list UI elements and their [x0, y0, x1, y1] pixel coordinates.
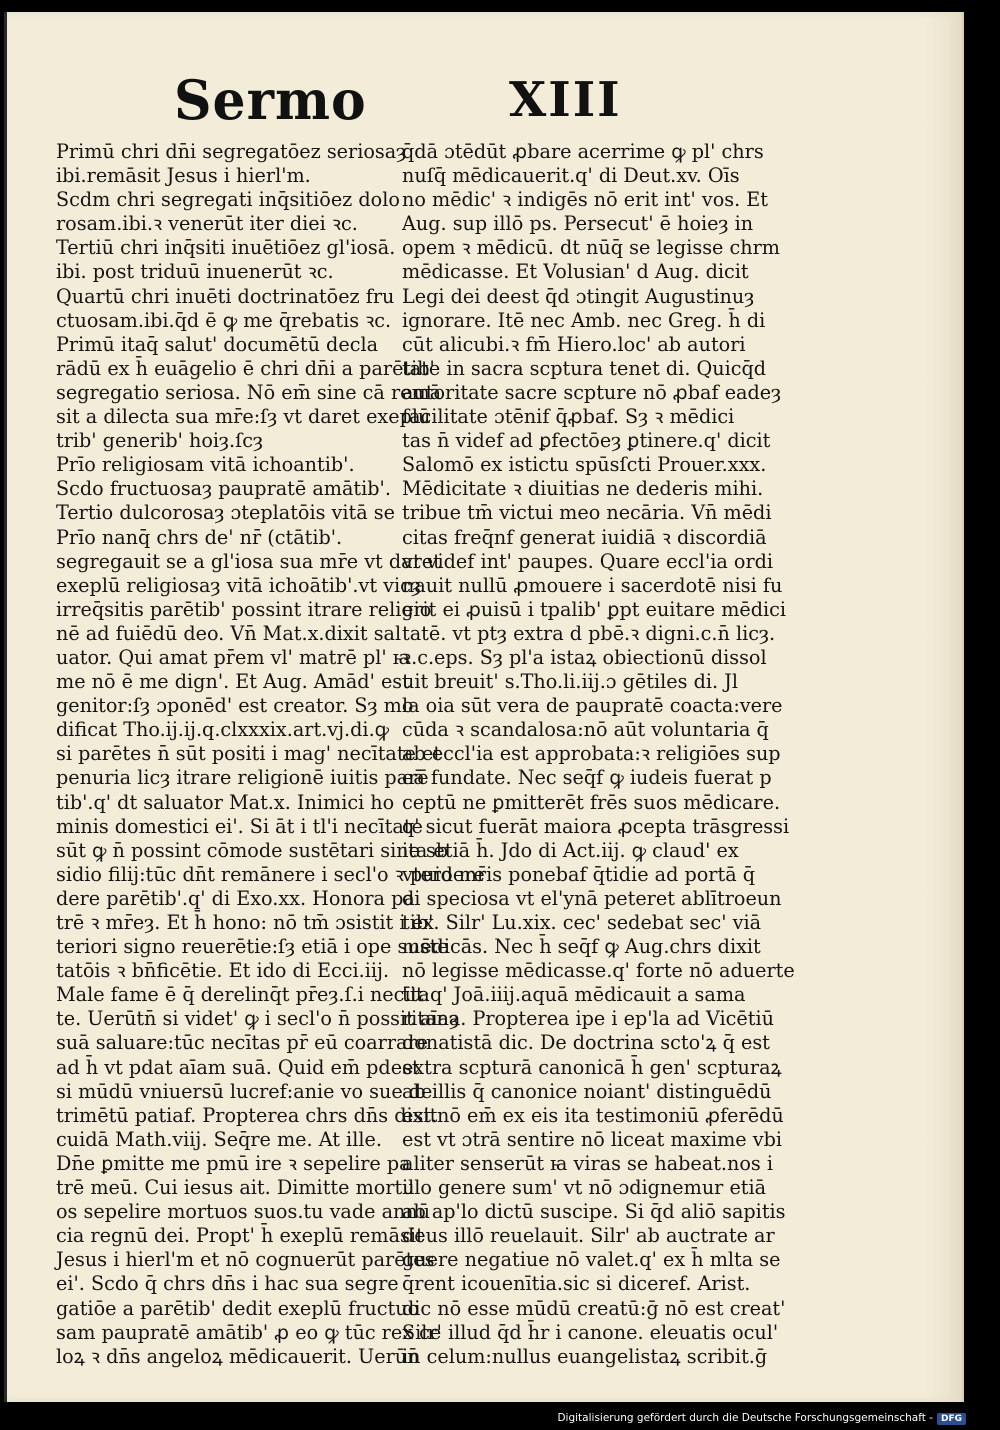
text-line: nuſq̄ mēdicauerit.q' di Deut.xv. Oīs	[402, 164, 740, 188]
text-line: vt videf int' paupes. Quare eccl'ia ordi	[402, 549, 774, 573]
text-line: Tertio dulcorosaȝ ɔteplatōis vitā se	[56, 501, 395, 525]
running-head-left: Sermo	[174, 68, 367, 133]
text-line: uator. Qui amat pr̄em vl' matrē pl' ꙗ	[56, 645, 410, 669]
text-line: Jesus i hierl'm et nō cognuerūt parētes	[56, 1248, 435, 1272]
text-line: mēdicasse. Et Volusian' d Aug. dicit	[402, 260, 749, 284]
text-line: tas n̄ videf ad ꝑfectōeȝ ꝑtinere.q' dicit	[402, 429, 771, 453]
credit-text: Digitalisierung gefördert durch die Deutsche Forschungsgemeinschaft -	[557, 1412, 933, 1424]
text-line: tatōis ꝛ bn̄ficētie. Et ido di Ecci.iij.	[56, 959, 390, 983]
text-line: penuria licȝ itrare religionē iuitis parē	[56, 766, 429, 790]
text-line: nauit nullū ꝓmouere i sacerdotē nisi fu	[402, 573, 783, 597]
text-line: teriori signo reuerētie:ſȝ etiā i ope suste	[56, 935, 449, 959]
text-line: trimētū patiaf. Propterea chrs dn̄s dixit	[56, 1103, 438, 1127]
text-line: autoritate sacre scpture nō ꝓbaf eadeȝ	[402, 380, 782, 404]
text-line: gatiōe a parētib' dedit exeplū fructuo	[56, 1296, 420, 1320]
text-line: guere negatiue nō valet.q' ex h̄ mlta se	[402, 1248, 781, 1272]
text-line: aliter senserūt ꙗ viras se habeat.nos i	[402, 1151, 774, 1175]
text-line: Scdm chri segregati inq̄sitiōez dolo	[56, 188, 400, 212]
text-line: cuidā Math.viij. Seq̄re me. At ille.	[56, 1127, 382, 1151]
text-line: tit:q' Joā.iiij.aquā mēdicauit a sama	[402, 983, 746, 1007]
text-line: erit ei ꝓuisū i tpalib' ꝑpt euitare mēdici	[402, 597, 787, 621]
text-line: segregatio seriosa. Nō em̄ sine cā remā	[56, 380, 442, 404]
text-line: si parētes n̄ sūt positi i mag' necītate et	[56, 742, 442, 766]
text-line: me nō ē me dign'. Et Aug. Amād' est	[56, 670, 410, 694]
text-line: dere parētib'.q' di Exo.xx. Honora pa	[56, 886, 415, 910]
text-line: mēdicās. Nec h̄ seq̄f ꝙ Aug.chrs dixit	[402, 935, 761, 959]
text-line: irreq̄sitis parētib' possint itrare religio	[56, 597, 432, 621]
text-line: nē ad fuiēdū deo. Vn̄ Mat.x.dixit sal	[56, 621, 402, 645]
text-line: la oia sūt vera de paupratē coacta:vere	[402, 694, 783, 718]
text-line: Male fame ē q̄ derelinq̄t pr̄eȝ.ſ.i necīta	[56, 983, 430, 1007]
text-line: tate in sacra scptura tenet di. Quicq̄d	[402, 356, 767, 380]
text-line: deus illō reuelauit. Silr' ab auctrate ar	[402, 1224, 775, 1248]
text-line: sūt ꝙ n̄ possint cōmode sustētari sine sb	[56, 838, 449, 862]
right-text-column	[402, 140, 795, 1369]
text-line: ab illis q̄ canonice noiant' distinguēdū	[402, 1079, 772, 1103]
text-line: illo genere sum' vt nō ɔdignemur etiā	[402, 1176, 767, 1200]
text-line: Quartū chri inuēti doctrinatōez fru	[56, 284, 395, 308]
text-line: vtero mr̄is ponebaf q̄tidie ad portā q̄	[402, 862, 756, 886]
digitization-credit	[557, 1412, 966, 1425]
text-line: genitor:ſȝ ɔponēd' est creator. Sȝ mo	[56, 694, 414, 718]
text-line: sam paupratē amātib' ꝓ eo ꝙ tūc rex ce	[56, 1320, 442, 1344]
text-line: trib' generib' hoiȝ.ſcȝ	[56, 429, 263, 453]
text-line: ibi.remāsit Jesus i hierl'm.	[56, 164, 311, 188]
text-line: Primū chri dn̄i segregatōez seriosaȝ	[56, 140, 407, 163]
text-line: q̄rent icouenītia.sic si diceref. Arist.	[402, 1272, 751, 1296]
text-line: exeplū religiosaȝ vitā ichoātib'.vt vicȝ	[56, 573, 421, 597]
page-edge-shade	[924, 12, 962, 1402]
text-line: Dn̄e ꝑmitte me pmū ire ꝛ sepelire pa	[56, 1151, 411, 1175]
text-line: ritana. Propterea ipe i ep'la ad Vicētiū	[402, 1007, 774, 1031]
text-line: cūt alicubi.ꝛ fm̄ Hiero.loc' ab autori	[402, 332, 746, 356]
text-line: Aug. sup illō ps. Persecut' ē hoieȝ in	[402, 212, 754, 236]
text-line: cia regnū dei. Propt' h̄ exeplū remāsit	[56, 1224, 424, 1248]
text-line: ꝛ.c.eps. Sȝ pl'a istaꝝ obiectionū dissol	[402, 645, 767, 669]
text-line: q' sicut fuerāt maiora ꝓcepta trāsgressi	[402, 814, 790, 838]
text-line: sit a dilecta sua mr̄e:ſȝ vt daret exeplū	[56, 405, 431, 429]
text-line: Salomō ex istictu spūsſcti Prouer.xxx.	[402, 453, 767, 477]
text-line: Tertiū chri inq̄siti inuētiōez gl'iosā.	[56, 236, 396, 260]
text-line: cūda ꝛ scandalosa:nō aūt voluntaria q̄	[402, 718, 769, 742]
text-line: trē meū. Cui iesus ait. Dimitte mortu	[56, 1176, 415, 1200]
text-line: tib'. Silr' Lu.xix. cec' sedebat sec' viā	[402, 911, 762, 934]
text-line: rosam.ibi.ꝛ venerūt iter diei ꝛc.	[56, 212, 358, 236]
text-line: donatistā dic. De doctrina scto'ꝝ q̄ est	[402, 1031, 770, 1055]
text-line: loꝝ ꝛ dn̄s angeloꝝ mēdicauerit. Uerūn̄	[56, 1344, 420, 1368]
text-line: ceptū ne ꝑmitterēt frēs suos mēdicare.	[402, 790, 781, 814]
text-line: ab ap'lo dictū suscipe. Si q̄d aliō sapitis	[402, 1200, 786, 1224]
text-line: suā saluare:tūc necītas pr̄ eū coarrare	[56, 1031, 428, 1055]
text-line: di speciosa vt el'ynā peteret ablītroeun	[402, 886, 782, 910]
text-line: ab eccl'ia est approbata:ꝛ religiōes sup	[402, 742, 781, 766]
text-line: ignorare. Itē nec Amb. nec Greg. h̄ di	[402, 308, 766, 332]
text-line: nō legisse mēdicasse.q' forte nō aduerte	[402, 959, 795, 983]
text-line: q̄dā ɔtēdūt ꝓbare acerrime ꝙ pl' chrs	[402, 140, 764, 163]
text-line: dic nō esse mūdū creatū:ḡ nō est creat'	[402, 1296, 786, 1320]
text-line: si mūdū vniuersū lucref:anie vo sue de	[56, 1079, 433, 1103]
page-left-border	[4, 12, 7, 1402]
text-line: citas freq̄nf generat iuidiā ꝛ discordiā	[402, 525, 767, 549]
text-line: tib'.q' dt saluator Mat.x. Inimici ho	[56, 790, 395, 814]
text-line: Silr' illud q̄d h̄r i canone. eleuatis ocul'	[402, 1320, 779, 1344]
text-line: Prīo religiosam vitā ichoantib'.	[56, 453, 355, 477]
text-line: sidio filij:tūc dn̄t remānere i secl'o ꝛ puidere	[56, 862, 485, 886]
text-line: ad h̄ vt pdat aīam suā. Quid em̄ pdest	[56, 1055, 420, 1079]
text-line: Scdo fructuosaȝ paupratē amātib'.	[56, 477, 391, 501]
text-line: ei'. Scdo q̄ chrs dn̄s i hac sua segre	[56, 1272, 399, 1296]
text-line: facilitate ɔtēnif q̄ꝓbaf. Sȝ ꝛ mēdici	[402, 405, 735, 429]
text-line: dificat Tho.ij.ij.q.clxxxix.art.vj.di.ꝙ	[56, 718, 390, 742]
text-line: Mēdicitate ꝛ diuitias ne dederis mihi.	[402, 477, 764, 501]
text-line: trē ꝛ mr̄eȝ. Et h̄ hono: nō tm̄ ɔsistit i ex	[56, 911, 434, 934]
text-line: ctuosam.ibi.q̄d ē ꝙ me q̄rebatis ꝛc.	[56, 308, 392, 332]
text-line: est.nō em̄ ex eis ita testimoniū ꝓferēdū	[402, 1103, 784, 1127]
text-line: minis domestici ei'. Si āt i tl'i necītate	[56, 814, 423, 838]
text-line: tribue tm̄ victui meo necāria. Vn̄ mēdi	[402, 501, 772, 525]
text-line: eā fundate. Nec seq̄f ꝙ iudeis fuerat p	[402, 766, 772, 790]
left-text-column	[56, 140, 485, 1369]
text-line: est vt ɔtrā sentire nō liceat maxime vbi	[402, 1127, 782, 1151]
text-line: ita etiā h̄. Jdo di Act.iij. ꝙ claud' ex	[402, 838, 739, 862]
text-line: extra scpturā canonicā h̄ gen' scpturaꝝ	[402, 1055, 782, 1079]
text-line: tatē. vt ptȝ extra d pbē.ꝛ digni.c.n̄ licȝ.	[402, 621, 776, 645]
text-line: opem ꝛ mēdicū. dt nūq̄ se legisse chrm	[402, 236, 780, 260]
text-line: Primū itaq̄ salut' documētū decla	[56, 332, 379, 356]
text-line: Prīo nanq̄ chrs de' nr̄ (ctātib'.	[56, 525, 343, 549]
text-line: in celum:nullus euangelistaꝝ scribit.ḡ	[402, 1344, 768, 1368]
text-line: rādū ex h̄ euāgelio ē chri dn̄i a parētib'	[56, 356, 435, 380]
text-line: segregauit se a gl'iosa sua mr̄e vt daret	[56, 549, 441, 573]
dfg-logo: DFG	[937, 1413, 966, 1425]
text-line: Legi dei deest q̄d ɔtingit Augustinuȝ	[402, 284, 755, 308]
text-line: no mēdic' ꝛ indigēs nō erit int' vos. Et	[402, 188, 769, 212]
text-line: os sepelire mortuos suos.tu vade annū	[56, 1200, 431, 1224]
text-line: te. Uerūtn̄ si videt' ꝙ i secl'o n̄ possit aīaȝ	[56, 1007, 459, 1031]
book-page	[4, 12, 964, 1402]
text-line: ibi. post triduū inuenerūt ꝛc.	[56, 260, 334, 284]
running-head-right: XIII	[509, 72, 622, 128]
text-line: uit breuit' s.Tho.li.iij.ɔ gētiles di. Jl	[402, 670, 739, 694]
